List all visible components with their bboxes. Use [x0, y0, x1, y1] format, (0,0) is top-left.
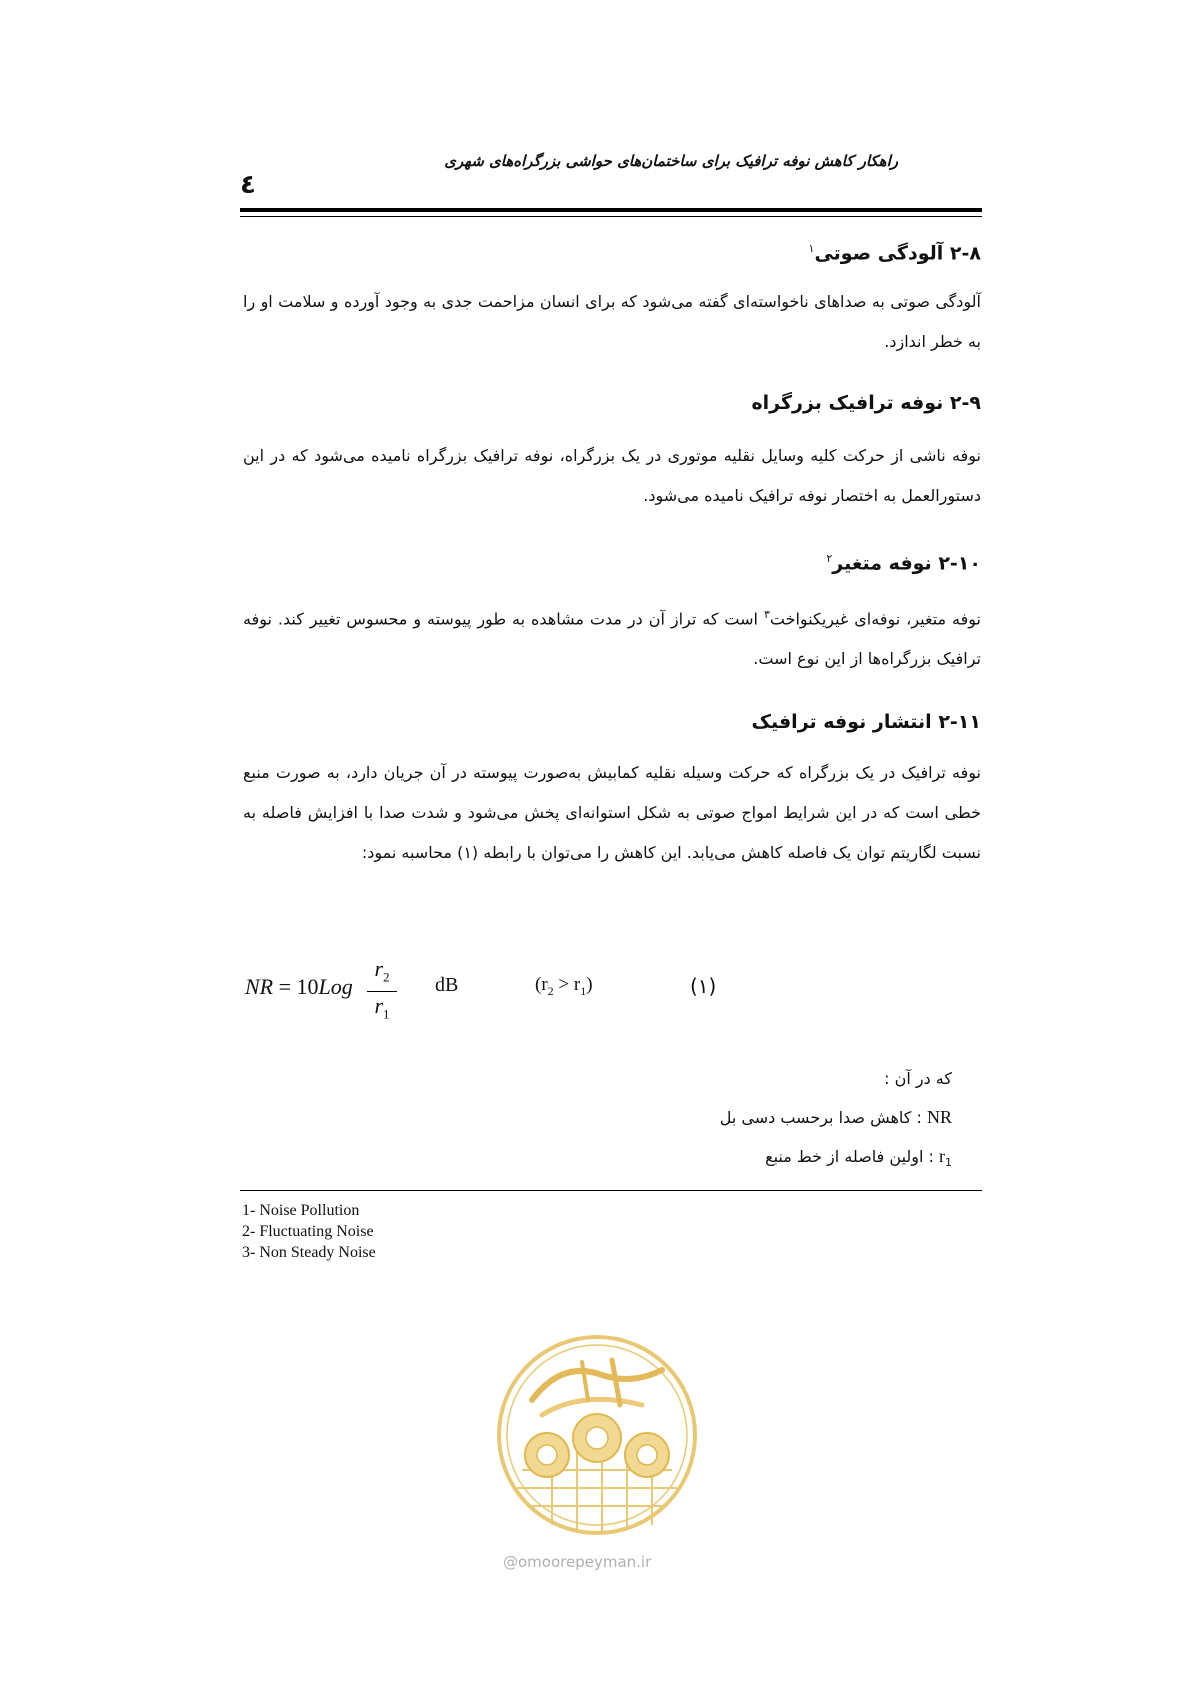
definition-item: $r_1$ : اولین فاصله از خط منبع — [765, 1146, 952, 1170]
watermark-seal-icon — [492, 1330, 702, 1540]
footnote: 2- Fluctuating Noise — [242, 1223, 374, 1240]
footnote-rule — [240, 1190, 982, 1191]
page-body — [243, 232, 981, 873]
equation-1 — [245, 956, 985, 1040]
equation-lhs: NR = 10Log — [245, 974, 353, 999]
section-heading: ۲-۹ نوفه ترافیک بزرگراه — [751, 392, 981, 415]
page-number: ٤ — [240, 170, 256, 200]
watermark-url: @omoorepeyman.ir — [503, 1553, 652, 1571]
running-title: راهکار کاهش نوفه ترافیک برای ساختمان‌های حواشی بزرگراه‌های شهری — [444, 152, 898, 170]
section-heading: ۲-۱۱ انتشار نوفه ترافیک — [751, 710, 981, 733]
equation-condition: $(r_2 > r_1)$ — [535, 974, 593, 998]
section-paragraph: نوفه ناشی از حرکت کلیه وسایل نقلیه موتوری در یک بزرگراه، نوفه ترافیک بزرگراه نامیده می‌شود که در این دستورالعمل به اختصار نوفه ترافیک نامیده می‌شود. — [243, 446, 981, 506]
header-rule-thin — [240, 216, 982, 217]
equation-unit: dB — [435, 974, 459, 996]
footnote: 1- Noise Pollution — [242, 1202, 360, 1219]
equation-fraction: $r_2$ $r_1$ — [367, 956, 397, 1028]
footnote-ref: ۱ — [808, 242, 815, 255]
definition-item: NR : کاهش صدا برحسب دسی بل — [719, 1107, 952, 1127]
footnote-ref: ۲ — [826, 552, 833, 566]
footnote-ref: ۳ — [763, 607, 770, 621]
equation-definitions — [720, 1060, 952, 1182]
equation-number: (۱) — [690, 974, 717, 998]
section-heading: ۲-۸ آلودگی صوتی$^۱$ — [808, 242, 981, 265]
section-paragraph: نوفه متغیر، نوفه‌ای غیریکنواخت$^۳$ است که تراز آن در مدت مشاهده به طور پیوسته و محسوس تغییر کند. نوفه ترافیک بزرگراه‌ها از این نوع است. — [243, 607, 981, 668]
section-heading: ۲-۱۰ نوفه متغیر$^۲$ — [826, 552, 981, 575]
section-paragraph: آلودگی صوتی به صداهای ناخواسته‌ای گفته می‌شود که برای انسان مزاحمت جدی به وجود آورده و سلامت او را به خطر اندازد. — [243, 292, 981, 352]
footnotes — [242, 1200, 376, 1263]
footnote: 3- Non Steady Noise — [242, 1244, 376, 1261]
definitions-intro: که در آن : — [884, 1069, 952, 1088]
header-rule-thick — [240, 208, 982, 212]
section-paragraph: نوفه ترافیک در یک بزرگراه که حرکت وسیله نقلیه کمابیش به‌صورت پیوسته در آن جریان دارد، به صورت منبع خطی است که در این شرایط امواج صوتی به شکل استوانه‌ای پخش می‌شود و شدت صدا با افزایش فاصله به نسبت لگاریتم توان یک فاصله کاهش می‌یابد. این کاهش را می‌توان با رابطه (۱) محاسبه نمود: — [243, 762, 981, 862]
